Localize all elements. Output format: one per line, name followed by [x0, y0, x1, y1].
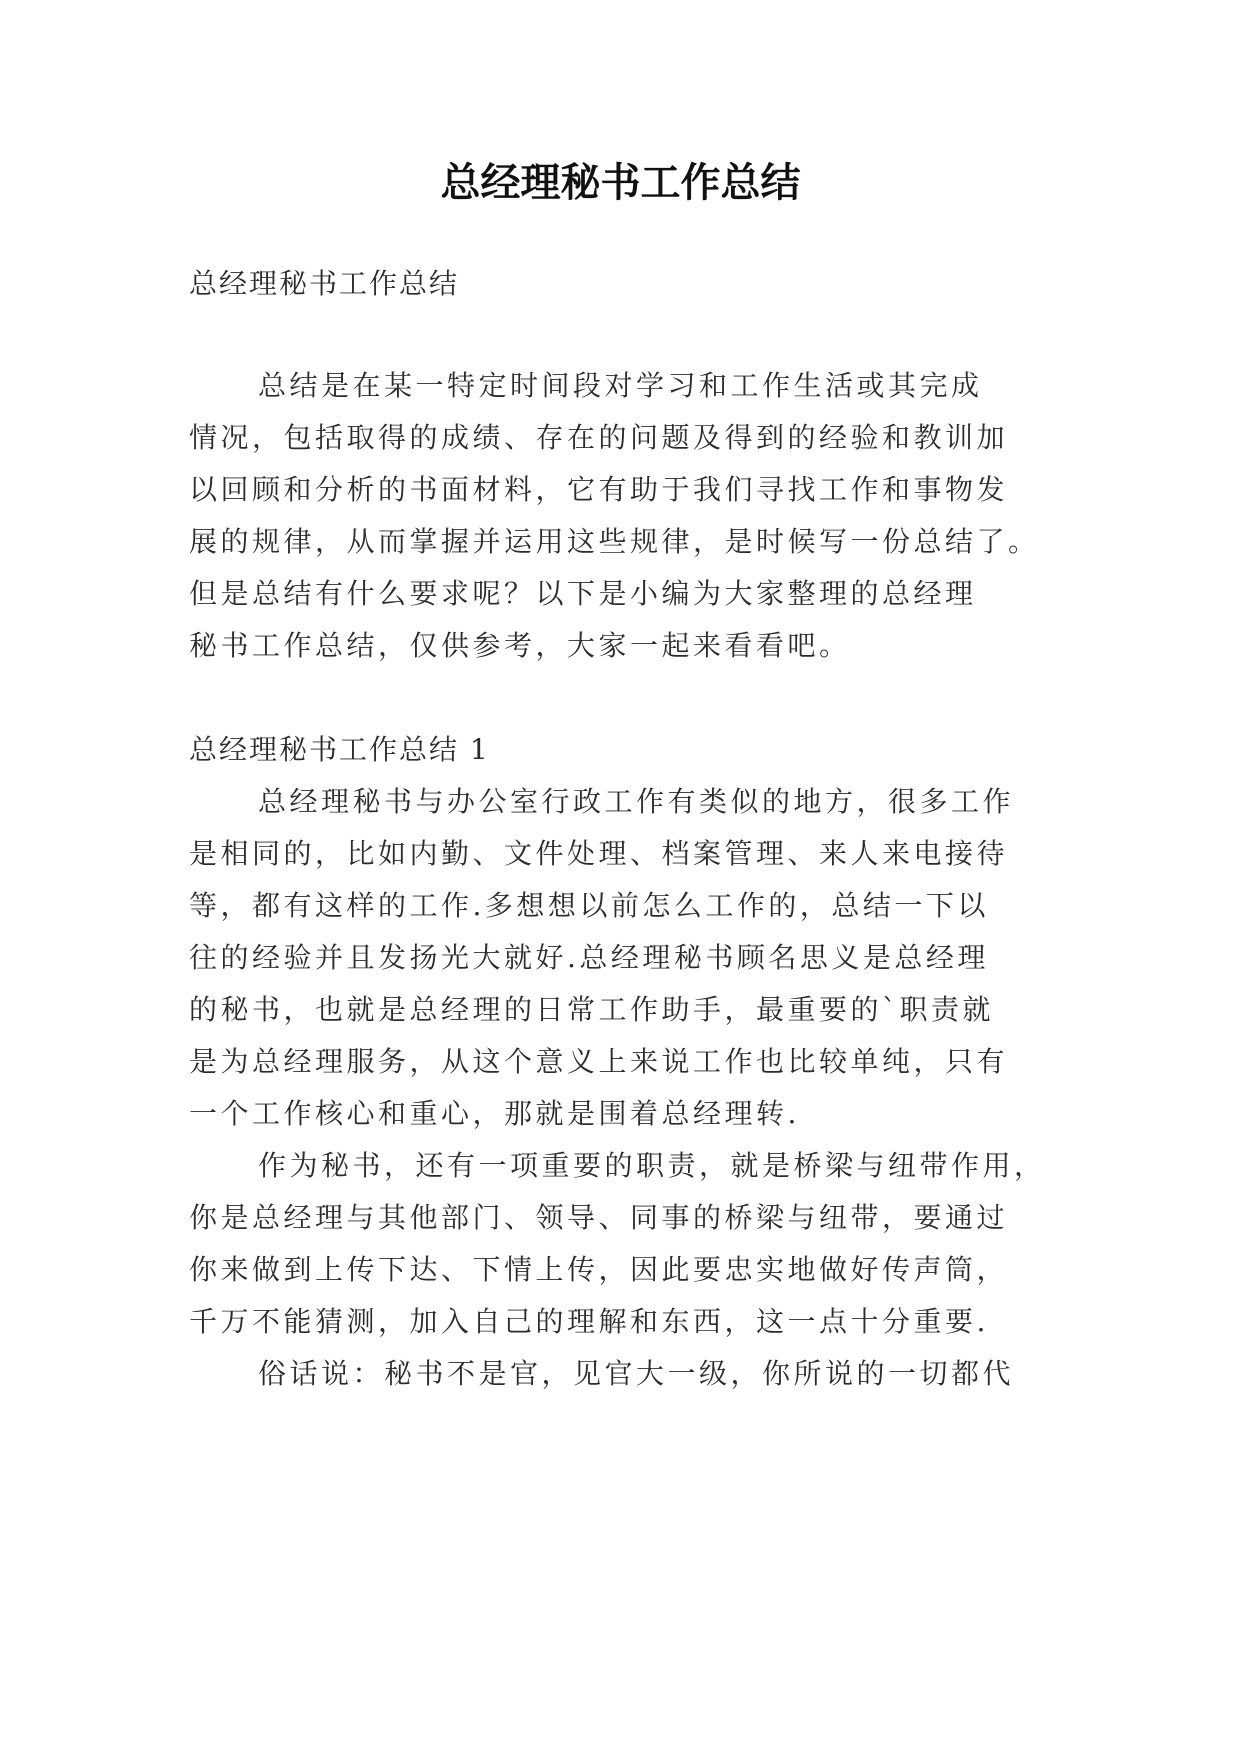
paragraph-line: 总结是在某一特定时间段对学习和工作生活或其完成 [258, 369, 983, 402]
paragraph-line: 的秘书，也就是总经理的日常工作助手，最重要的`职责就 [189, 993, 995, 1026]
paragraph-line: 往的经验并且发扬光大就好.总经理秘书顾名思义是总经理 [189, 941, 989, 974]
paragraph-line: 秘书工作总结，仅供参考，大家一起来看看吧。 [189, 629, 851, 662]
document-title: 总经理秘书工作总结 [440, 159, 801, 206]
paragraph-line: 情况，包括取得的成绩、存在的问题及得到的经验和教训加 [189, 421, 1009, 454]
paragraph-line: 但是总结有什么要求呢？以下是小编为大家整理的总经理 [189, 577, 977, 610]
paragraph-line: 俗话说：秘书不是官，见官大一级，你所说的一切都代 [258, 1357, 1015, 1390]
paragraph-line: 总经理秘书与办公室行政工作有类似的地方，很多工作 [258, 785, 1015, 818]
section-heading: 总经理秘书工作总结 1 [189, 733, 490, 766]
paragraph-line: 等，都有这样的工作.多想想以前怎么工作的，总结一下以 [189, 889, 989, 922]
paragraph-line: 你是总经理与其他部门、领导、同事的桥梁与纽带，要通过 [189, 1201, 1009, 1234]
paragraph-line: 是相同的，比如内勤、文件处理、档案管理、来人来电接待 [189, 837, 1009, 870]
paragraph-line: 一个工作核心和重心，那就是围着总经理转. [189, 1097, 800, 1130]
paragraph-line: 是为总经理服务，从这个意义上来说工作也比较单纯，只有 [189, 1045, 1009, 1078]
paragraph-line: 千万不能猜测，加入自己的理解和东西，这一点十分重要. [189, 1305, 989, 1338]
paragraph-line: 展的规律，从而掌握并运用这些规律，是时候写一份总结了。 [189, 525, 1040, 558]
document-subtitle: 总经理秘书工作总结 [189, 267, 460, 300]
paragraph-line: 你来做到上传下达、下情上传，因此要忠实地做好传声筒， [189, 1253, 1009, 1286]
paragraph-line: 作为秘书，还有一项重要的职责，就是桥梁与纽带作用， [258, 1149, 1046, 1182]
paragraph-line: 以回顾和分析的书面材料，它有助于我们寻找工作和事物发 [189, 473, 1009, 506]
